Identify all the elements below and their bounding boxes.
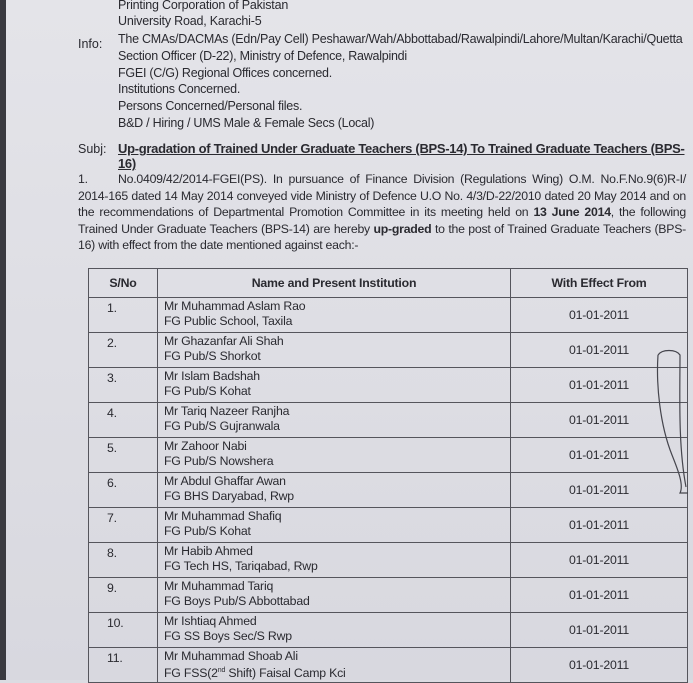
institution: FG Pub/S Shorkot (164, 348, 261, 363)
institution: FG Pub/S Nowshera (164, 453, 274, 468)
table-row: 4. Mr Tariq Nazeer Ranjha FG Pub/S Gujranwala 01-01-2011 (89, 403, 688, 438)
teacher-name: Mr Tariq Nazeer Ranjha (164, 404, 290, 418)
effective-date: 01-01-2011 (511, 403, 688, 438)
effective-date: 01-01-2011 (511, 438, 688, 473)
teacher-name: Mr Zahoor Nabi (164, 439, 247, 453)
effective-date: 01-01-2011 (511, 508, 688, 543)
teacher-name: Mr Islam Badshah (164, 369, 260, 383)
table-header-row (89, 269, 688, 298)
teacher-name: Mr Muhammad Shoab Ali (164, 649, 298, 663)
info-item: Institutions Concerned. (118, 82, 241, 97)
teacher-name: Mr Ishtiaq Ahmed (164, 614, 257, 628)
teacher-name: Mr Muhammad Shafiq (164, 509, 282, 523)
effective-date: 01-01-2011 (511, 368, 688, 403)
address-line-2: University Road, Karachi-5 (118, 14, 262, 28)
institution: FG SS Boys Sec/S Rwp (164, 628, 292, 643)
institution: FG Tech HS, Tariqabad, Rwp (164, 558, 318, 573)
table-row: 1. Mr Muhammad Aslam Rao FG Public School, Taxila 01-01-2011 (89, 298, 688, 333)
table-row: 3. Mr Islam Badshah FG Pub/S Kohat 01-01-2011 (89, 368, 688, 403)
info-item: FGEI (C/G) Regional Offices concerned. (118, 65, 332, 80)
institution: FG FSS(2nd Shift) Faisal Camp Kci (164, 665, 346, 680)
order-paragraph: 1. No.0409/42/2014-FGEI(PS). In pursuance of Finance Division (Regulations Wing) O.M. No.F.No.9(6)R-I/ 2014-165 dated 14 May 2014 conveyed vide Ministry of Defence U.O No. 4/3/D-22/2010 dated 20 May 2014 and on the recommendations of Departmental Promotion Committee in its meeting held on 13 June 2014, the following Trained Under Graduate Teachers (BPS-14) are hereby up-graded to the post of Trained Graduate Teachers (BPS-16) with effect from the date mentioned against each:- (78, 172, 687, 253)
institution: FG BHS Daryabad, Rwp (164, 488, 294, 503)
subject-text: Up-gradation of Trained Under Graduate Teachers (BPS-14) To Trained Graduate Teachers (BPS-16) (118, 141, 685, 171)
table-row: 8. Mr Habib Ahmed FG Tech HS, Tariqabad, Rwp 01-01-2011 (89, 543, 688, 578)
effective-date: 01-01-2011 (511, 543, 688, 578)
effective-date: 01-01-2011 (511, 578, 688, 613)
institution: FG Public School, Taxila (164, 313, 293, 328)
teacher-name: Mr Habib Ahmed (164, 544, 253, 558)
effective-date: 01-01-2011 (511, 473, 688, 508)
table-row: 11. Mr Muhammad Shoab Ali FG FSS(2nd Shift) Faisal Camp Kci 01-01-2011 (89, 648, 688, 683)
table-row: 5. Mr Zahoor Nabi FG Pub/S Nowshera 01-01-2011 (89, 438, 688, 473)
institution: FG Pub/S Kohat (164, 523, 251, 538)
info-label: Info: (78, 37, 103, 51)
info-item: Persons Concerned/Personal files. (118, 99, 303, 114)
header-sno: S/No (89, 269, 158, 298)
teacher-name: Mr Ghazanfar Ali Shah (164, 334, 284, 348)
info-item: Section Officer (D-22), Ministry of Defence, Rawalpindi (118, 48, 407, 63)
effective-date: 01-01-2011 (511, 648, 688, 683)
upgradation-table (88, 268, 688, 683)
header-name: Name and Present Institution (158, 269, 511, 298)
table-row: 10. Mr Ishtiaq Ahmed FG SS Boys Sec/S Rwp 01-01-2011 (89, 613, 688, 648)
institution: FG Pub/S Kohat (164, 383, 251, 398)
info-item: B&D / Hiring / UMS Male & Female Secs (Local) (118, 115, 375, 130)
meeting-date: 13 June 2014 (533, 205, 611, 220)
table-row: 6. Mr Abdul Ghaffar Awan FG BHS Daryabad, Rwp 01-01-2011 (89, 473, 688, 508)
institution: FG Pub/S Gujranwala (164, 418, 280, 433)
table-row: 7. Mr Muhammad Shafiq FG Pub/S Kohat 01-01-2011 (89, 508, 688, 543)
teacher-name: Mr Muhammad Aslam Rao (164, 299, 306, 313)
table-row: 9. Mr Muhammad Tariq FG Boys Pub/S Abbottabad 01-01-2011 (89, 578, 688, 613)
institution: FG Boys Pub/S Abbottabad (164, 593, 310, 608)
teacher-name: Mr Abdul Ghaffar Awan (164, 474, 286, 488)
address-line-1: Printing Corporation of Pakistan (118, 0, 289, 12)
upgraded-emphasis: up-graded (373, 221, 432, 236)
paragraph-number: 1. (78, 172, 88, 186)
effective-date: 01-01-2011 (511, 613, 688, 648)
subject-label: Subj: (78, 142, 107, 156)
handwritten-signature-mark (650, 345, 690, 495)
table-row: 2. Mr Ghazanfar Ali Shah FG Pub/S Shorkot 01-01-2011 (89, 333, 688, 368)
header-date: With Effect From (511, 269, 688, 298)
info-list (118, 31, 683, 132)
info-item: The CMAs/DACMAs (Edn/Pay Cell) Peshawar/Wah/Abbottabad/Rawalpindi/Lahore/Multan/Karachi/Quetta (118, 32, 683, 46)
effective-date: 01-01-2011 (511, 298, 688, 333)
effective-date: 01-01-2011 (511, 333, 688, 368)
teacher-name: Mr Muhammad Tariq (164, 579, 274, 593)
